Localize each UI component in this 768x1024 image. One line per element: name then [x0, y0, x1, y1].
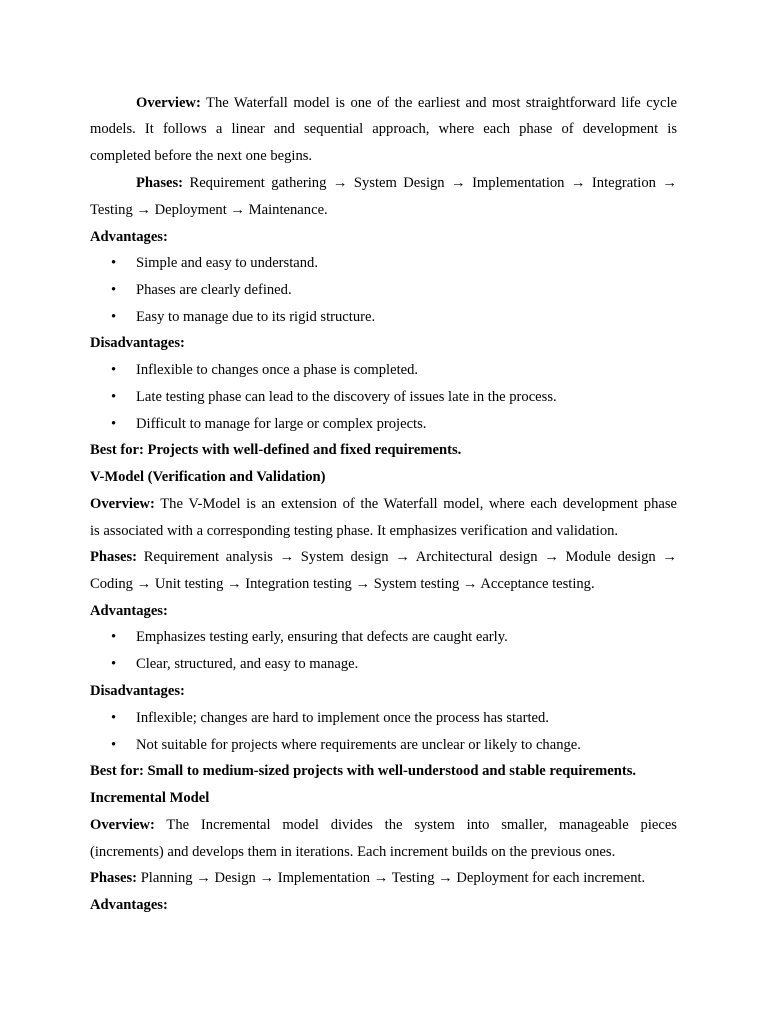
- incremental-advantages-heading: Advantages:: [90, 897, 168, 913]
- bullet-icon: •: [111, 629, 117, 645]
- waterfall-phases-line-1: [136, 173, 677, 193]
- bullet-icon: •: [111, 416, 117, 432]
- vmodel-disadvantages-heading: Disadvantages:: [90, 683, 185, 699]
- list-item: Inflexible; changes are hard to implement once the process has started.: [136, 710, 549, 726]
- overview-label: Overview:: [90, 817, 155, 833]
- vmodel-phases-line-2: Coding → Unit testing → Integration testing → System testing → Acceptance testing.: [90, 576, 595, 592]
- phases-text: Planning → Design → Implementation → Testing → Deployment for each increment.: [140, 870, 646, 886]
- list-item: Late testing phase can lead to the discovery of issues late in the process.: [136, 389, 557, 405]
- vmodel-heading: V-Model (Verification and Validation): [90, 469, 326, 485]
- list-item: Clear, structured, and easy to manage.: [136, 656, 359, 672]
- list-item: Simple and easy to understand.: [136, 255, 318, 271]
- vmodel-best-for: Best for: Small to medium-sized projects with well-understood and stable requirements.: [90, 763, 637, 779]
- bullet-icon: •: [111, 737, 117, 753]
- incremental-phases-line-1: [90, 868, 677, 888]
- vmodel-advantages-heading: Advantages:: [90, 603, 168, 619]
- bullet-icon: •: [111, 309, 117, 325]
- phases-label: Phases:: [90, 549, 138, 565]
- bullet-icon: •: [111, 362, 117, 378]
- bullet-icon: •: [111, 282, 117, 298]
- overview-text: The Incremental model divides the system into smaller, manageable pieces: [166, 817, 677, 833]
- overview-text: The Waterfall model is one of the earliest and most straightforward life cycle: [206, 95, 677, 111]
- list-item: Emphasizes testing early, ensuring that defects are caught early.: [136, 629, 508, 645]
- vmodel-overview-line-1: [90, 494, 677, 514]
- phases-label: Phases:: [90, 870, 138, 886]
- overview-text: The V-Model is an extension of the Waterfall model, where each development phase: [160, 496, 677, 512]
- bullet-icon: •: [111, 656, 117, 672]
- overview-label: Overview:: [90, 496, 155, 512]
- waterfall-overview-line-2: models. It follows a linear and sequential approach, where each phase of development is: [90, 121, 677, 137]
- vmodel-phases-line-1: [90, 547, 677, 567]
- list-item: Not suitable for projects where requirements are unclear or likely to change.: [136, 737, 581, 753]
- bullet-icon: •: [111, 255, 117, 271]
- bullet-icon: •: [111, 710, 117, 726]
- waterfall-disadvantages-heading: Disadvantages:: [90, 335, 185, 351]
- waterfall-advantages-heading: Advantages:: [90, 229, 168, 245]
- incremental-overview-line-2: (increments) and develops them in iterations. Each increment builds on the previous ones.: [90, 844, 616, 860]
- phases-text: Requirement gathering → System Design → Implementation → Integration →: [189, 175, 677, 191]
- list-item: Inflexible to changes once a phase is completed.: [136, 362, 419, 378]
- waterfall-best-for: Best for: Projects with well-defined and fixed requirements.: [90, 442, 462, 458]
- vmodel-overview-line-2: is associated with a corresponding testing phase. It emphasizes verification and validation.: [90, 523, 619, 539]
- list-item: Easy to manage due to its rigid structure.: [136, 309, 376, 325]
- phases-text: Requirement analysis → System design → Architectural design → Module design →: [143, 549, 677, 565]
- incremental-heading: Incremental Model: [90, 790, 210, 806]
- waterfall-overview-line-3: completed before the next one begins.: [90, 148, 313, 164]
- list-item: Phases are clearly defined.: [136, 282, 292, 298]
- phases-label: Phases:: [136, 175, 184, 191]
- bullet-icon: •: [111, 389, 117, 405]
- list-item: Difficult to manage for large or complex projects.: [136, 416, 427, 432]
- incremental-overview-line-1: [90, 815, 677, 835]
- waterfall-overview-line-1: [136, 93, 677, 113]
- waterfall-phases-line-2: Testing → Deployment → Maintenance.: [90, 202, 328, 218]
- overview-label: Overview:: [136, 95, 201, 111]
